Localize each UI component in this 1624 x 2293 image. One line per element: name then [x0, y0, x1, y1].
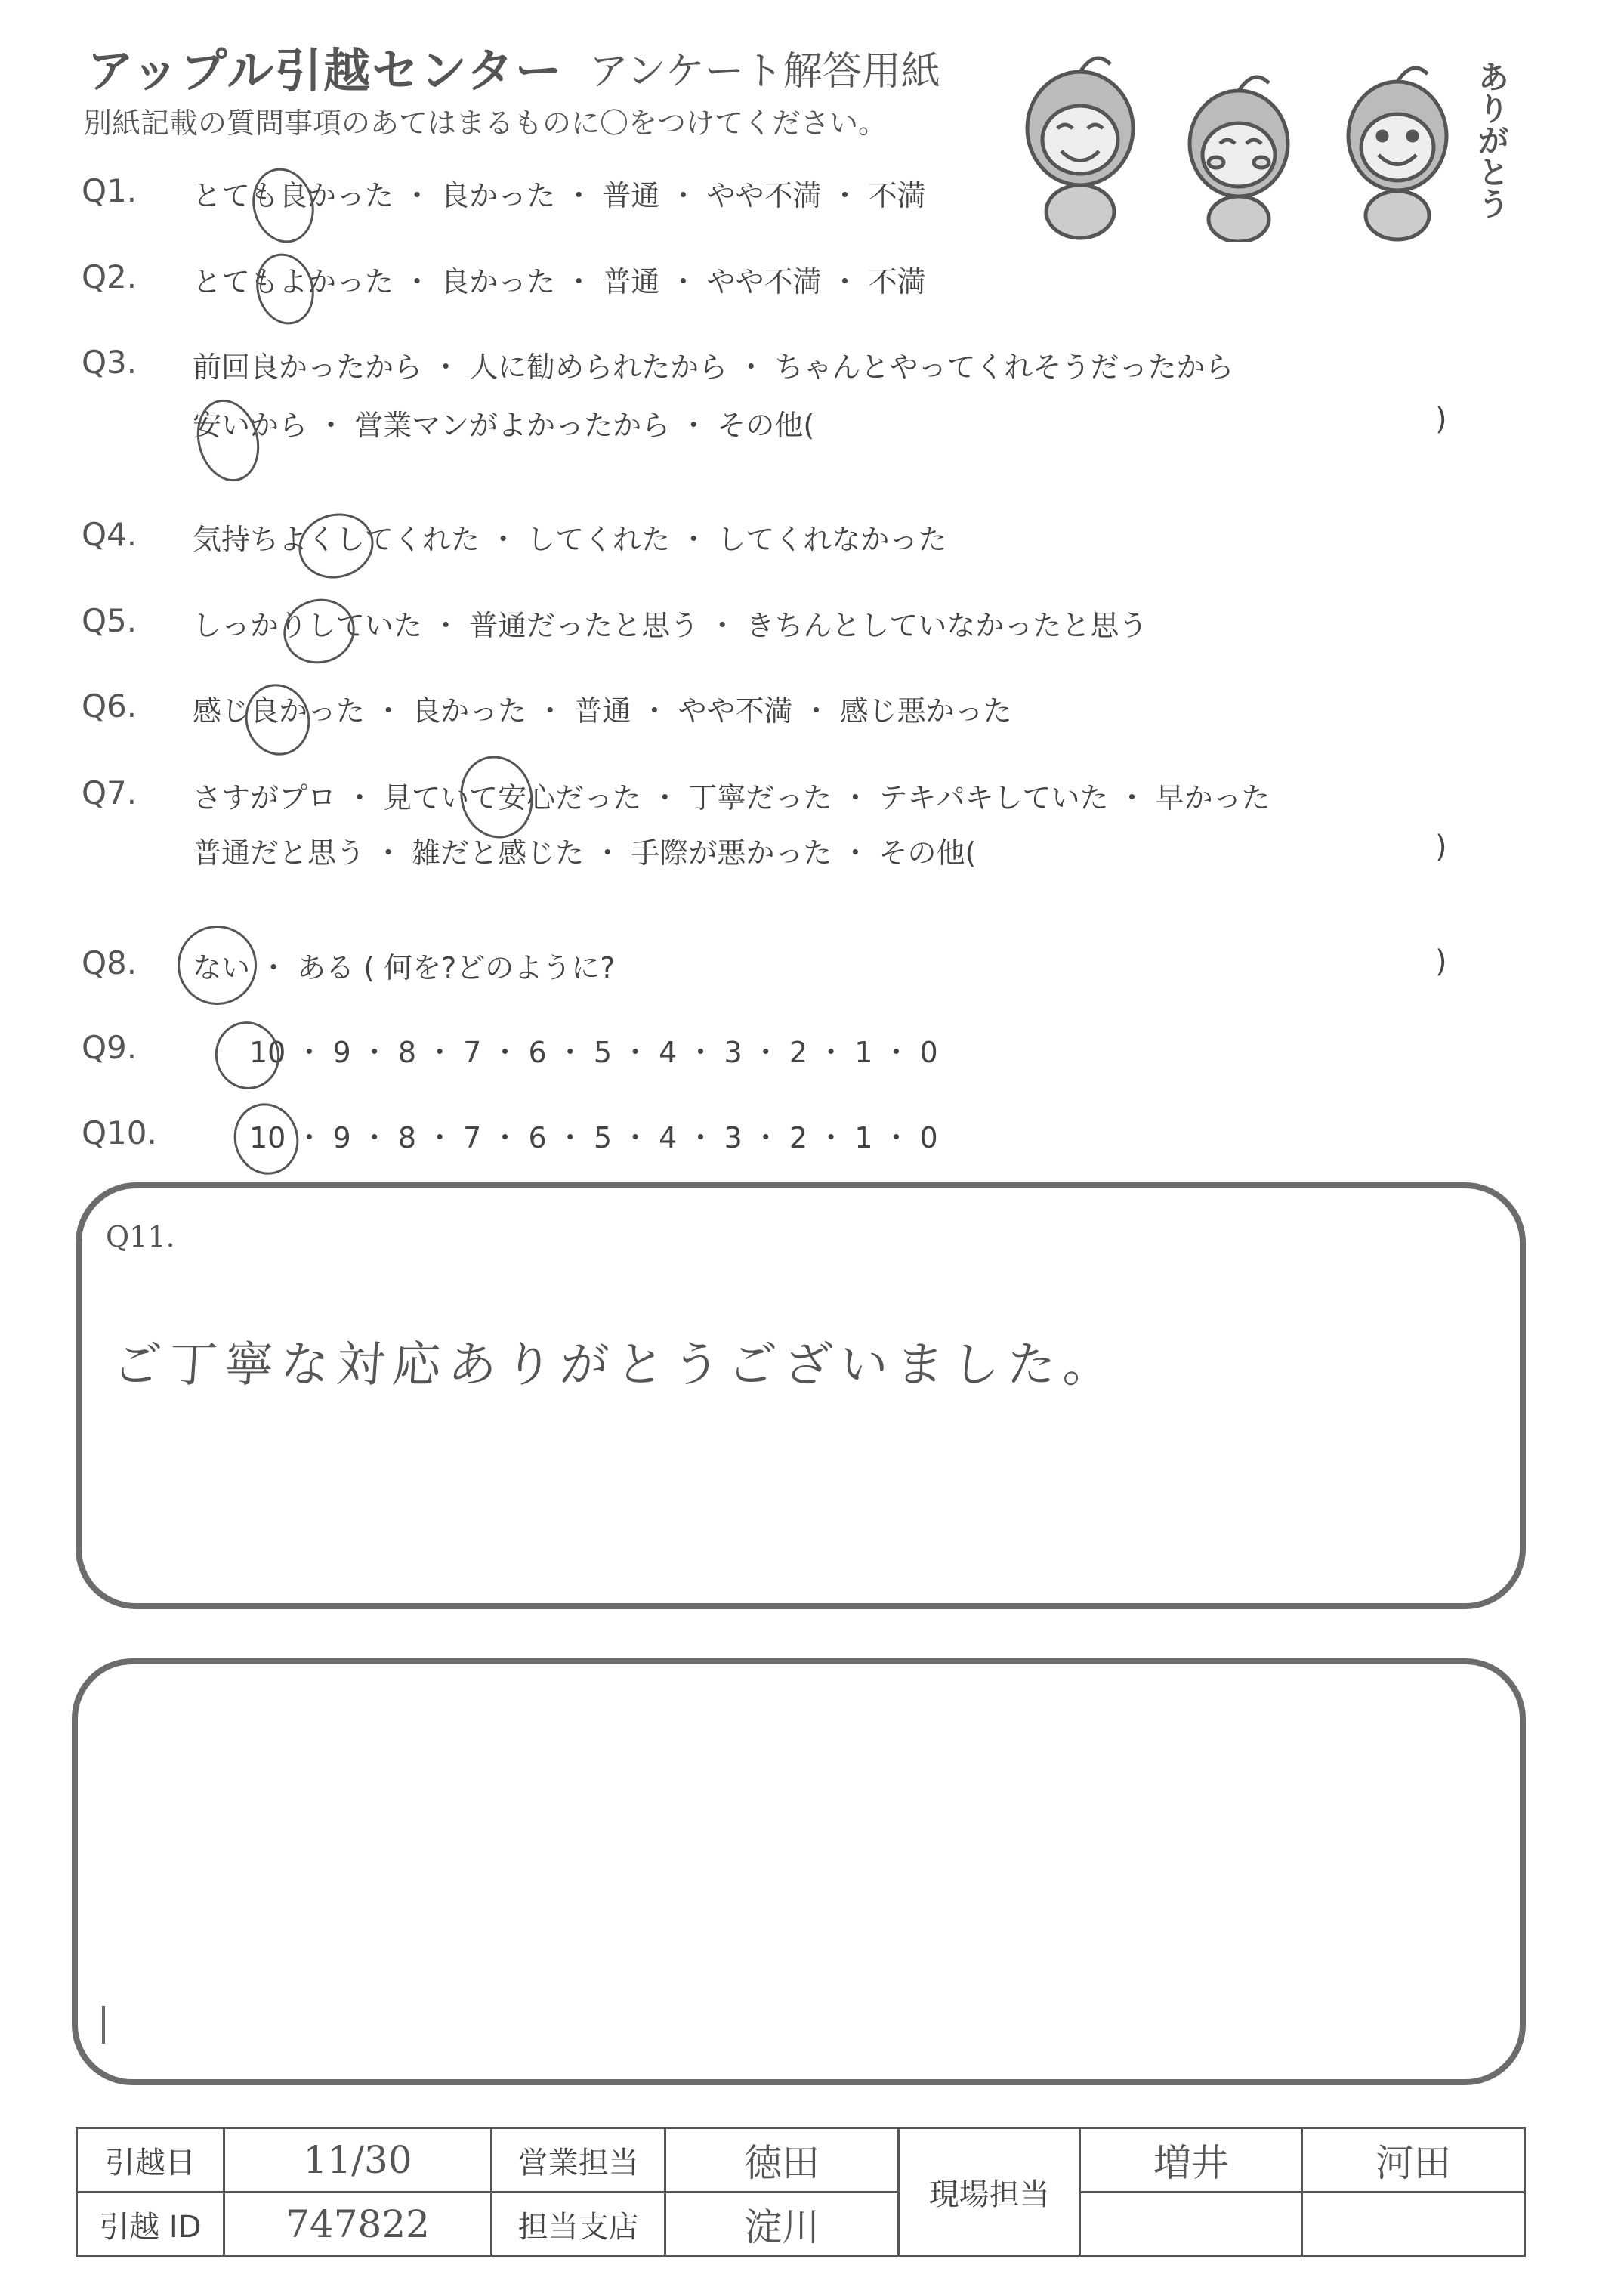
paren-close: )	[1435, 402, 1447, 437]
answer-circle-q9	[208, 1015, 287, 1097]
question-options: さすがプロ ・ 見ていて安心だった ・ 丁寧だった ・ テキパキしていた ・ 早かった	[193, 781, 1270, 814]
field-staff-label: 現場担当	[899, 2128, 1080, 2257]
survey-subtitle: アンケート解答用紙	[589, 49, 940, 94]
paren-close: )	[1435, 944, 1447, 979]
question-q7-line2	[0, 830, 1624, 875]
move-id-value: 747822	[224, 2193, 492, 2257]
question-number: Q1.	[82, 172, 137, 209]
question-number: Q9.	[82, 1029, 137, 1066]
move-id-label: 引越 ID	[77, 2193, 224, 2257]
question-options: とても良かった ・ 良かった ・ 普通 ・ やや不満 ・ 不満	[193, 179, 926, 212]
question-q3	[0, 344, 1624, 389]
move-date-label: 引越日	[77, 2128, 224, 2193]
question-number: Q7.	[82, 774, 137, 811]
mascot-caption: ありがとう	[1473, 60, 1511, 219]
sales-rep-label: 営業担当	[492, 2128, 665, 2193]
pen-mark	[102, 2006, 105, 2044]
question-number: Q6.	[82, 688, 137, 725]
question-number: Q3.	[82, 344, 137, 381]
company-title: アップル引越センター	[87, 43, 563, 98]
sales-rep-value: 徳田	[665, 2128, 898, 2193]
question-q6	[0, 688, 1624, 733]
question-options: とてもよかった ・ 良かった ・ 普通 ・ やや不満 ・ 不満	[193, 265, 926, 298]
q11-handwritten-answer: ご丁寧な対応ありがとうございました。	[110, 1337, 1122, 1393]
question-q1	[0, 172, 1624, 218]
instruction-text: 別紙記載の質問事項のあてはまるものに〇をつけてください。	[83, 107, 888, 140]
field-staff-1: 増井	[1079, 2128, 1301, 2193]
question-q4	[0, 516, 1624, 561]
answer-circle-q8	[168, 916, 266, 1014]
field-staff-2: 河田	[1302, 2128, 1525, 2193]
question-options: 気持ちよくしてくれた ・ してくれた ・ してくれなかった	[193, 523, 947, 556]
field-staff-empty-1	[1079, 2193, 1301, 2257]
question-number: Q2.	[82, 258, 137, 295]
blank-comment-box	[72, 1658, 1526, 2085]
question-q5	[0, 602, 1624, 647]
q11-comment-box	[76, 1182, 1526, 1609]
question-number: Q4.	[82, 516, 137, 553]
answer-circle-q10	[226, 1096, 307, 1182]
paren-close: )	[1435, 830, 1447, 864]
field-staff-empty-2	[1302, 2193, 1525, 2257]
move-date-value: 11/30	[224, 2128, 492, 2193]
footer-info-table	[76, 2127, 1526, 2257]
question-options: 10 ・ 9 ・ 8 ・ 7 ・ 6 ・ 5 ・ 4 ・ 3 ・ 2 ・ 1 ・ 0	[249, 1036, 938, 1069]
question-q7	[0, 774, 1624, 820]
question-options: 感じ良かった ・ 良かった ・ 普通 ・ やや不満 ・ 感じ悪かった	[193, 694, 1012, 728]
question-options: 前回良かったから ・ 人に勧められたから ・ ちゃんとやってくれそうだったから	[193, 351, 1234, 384]
question-number: Q10.	[82, 1114, 157, 1151]
branch-value: 淀川	[665, 2193, 898, 2257]
question-options: しっかりしていた ・ 普通だったと思う ・ きちんとしていなかったと思う	[193, 609, 1148, 642]
branch-label: 担当支店	[492, 2193, 665, 2257]
question-number: Q8.	[82, 944, 137, 981]
q11-label: Q11.	[106, 1220, 175, 1253]
question-options-line2: 普通だと思う ・ 雑だと感じた ・ 手際が悪かった ・ その他(	[193, 836, 977, 870]
question-options: ない ・ ある ( 何を?どのように?	[193, 951, 616, 984]
question-q2	[0, 258, 1624, 304]
question-options: 10 ・ 9 ・ 8 ・ 7 ・ 6 ・ 5 ・ 4 ・ 3 ・ 2 ・ 1 ・ 0	[249, 1121, 938, 1154]
question-number: Q5.	[82, 602, 137, 639]
question-options-line2: 安いから ・ 営業マンがよかったから ・ その他(	[193, 409, 815, 442]
